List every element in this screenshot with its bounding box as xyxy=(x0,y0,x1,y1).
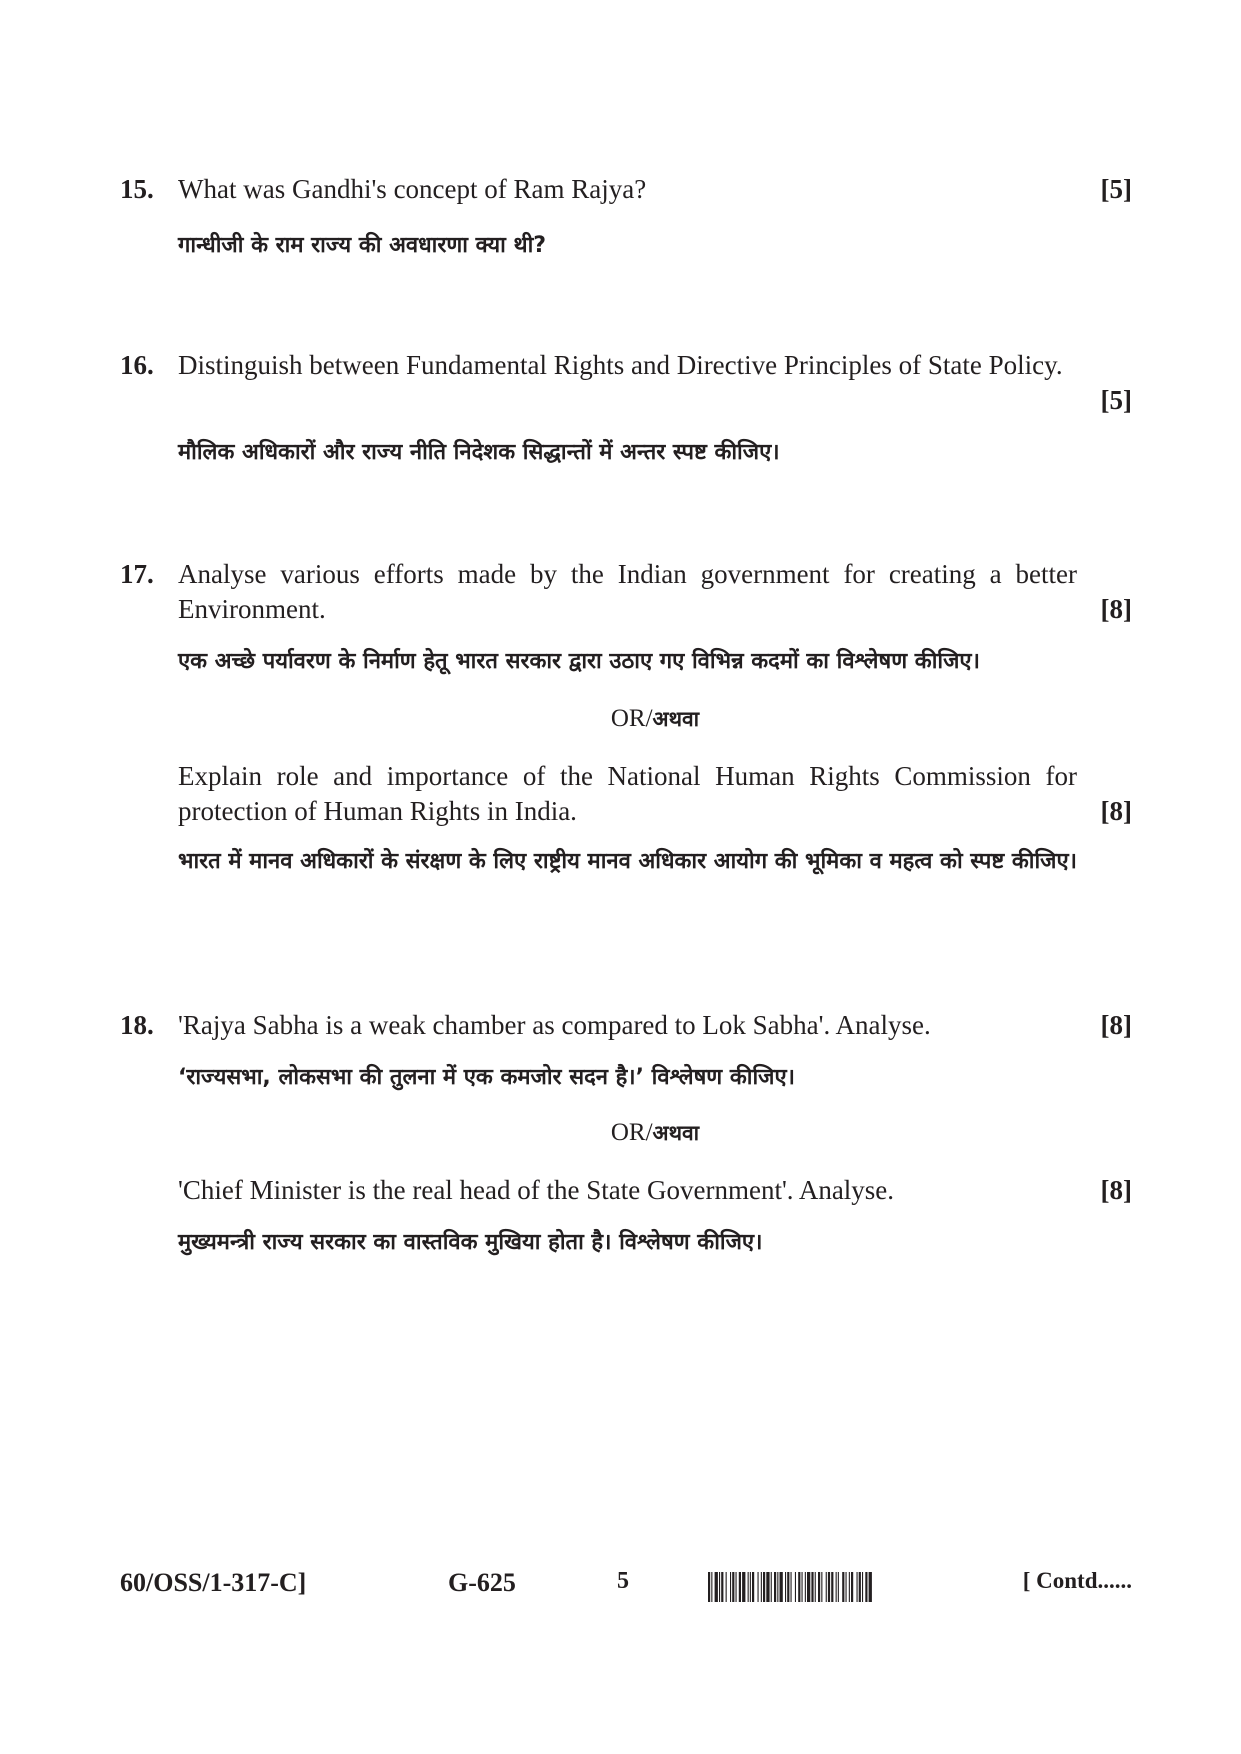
barcode-bar xyxy=(805,1572,806,1602)
barcode-bar xyxy=(802,1572,803,1602)
question-15 xyxy=(120,172,1132,265)
barcode-bar xyxy=(739,1572,741,1602)
marks-label: [8] xyxy=(1100,1010,1132,1040)
page-footer xyxy=(120,1568,1132,1608)
question-18-alt-hindi: मुख्यमन्त्री राज्य सरकार का वास्तविक मुखिया होता है। विश्लेषण कीजिए। xyxy=(178,1230,763,1255)
question-number: 17. xyxy=(120,559,154,589)
question-16-english xyxy=(120,348,1132,418)
question-15-english xyxy=(120,172,1132,207)
question-17-alt-english xyxy=(178,759,1132,829)
question-text: 'Rajya Sabha is a weak chamber as compared to Lok Sabha'. Analyse. xyxy=(178,1010,931,1040)
barcode-bar xyxy=(715,1572,718,1602)
barcode-bar xyxy=(857,1572,858,1602)
paper-code: 60/OSS/1-317-C] xyxy=(120,1568,307,1597)
marks-label: [8] xyxy=(1100,1175,1132,1205)
question-15-hindi: गान्धीजी के राम राज्य की अवधारणा क्या थी? xyxy=(178,233,547,258)
barcode-bar xyxy=(821,1572,822,1602)
or-label-hindi: अथवा xyxy=(652,707,700,731)
question-number: 15. xyxy=(120,174,154,204)
question-text: Distinguish between Fundamental Rights and Directive Principles of State Policy. xyxy=(178,350,1063,380)
or-label: OR/ xyxy=(610,1119,653,1146)
barcode-bar xyxy=(865,1572,867,1602)
barcode-bar xyxy=(721,1572,723,1602)
barcode-bar xyxy=(836,1572,837,1602)
barcode-bar xyxy=(842,1572,844,1602)
question-17-hindi: एक अच्छे पर्यावरण के निर्माण हेतू भारत सरकार द्वारा उठाए गए विभिन्न कदमों का विश्लेषण कीजिए। xyxy=(178,649,980,674)
continued-label: [ Contd...... xyxy=(1022,1568,1132,1593)
barcode-bar xyxy=(761,1572,762,1602)
or-separator xyxy=(178,1119,1132,1147)
barcode-bar xyxy=(748,1572,749,1602)
marks-label: [8] xyxy=(1100,796,1132,826)
barcode-bar xyxy=(750,1572,751,1602)
barcode-bar xyxy=(862,1572,863,1602)
question-17-alternative xyxy=(178,759,1132,881)
barcode-bar xyxy=(752,1572,754,1602)
barcode-bar xyxy=(787,1572,789,1602)
barcode-bar xyxy=(807,1572,810,1602)
barcode-bar xyxy=(758,1572,759,1602)
barcode-bar xyxy=(774,1572,776,1602)
question-18-hindi: ‘राज्यसभा, लोकसभा की तुलना में एक कमजोर सदन है।’ विश्लेषण कीजिए। xyxy=(178,1065,795,1090)
barcode-bar xyxy=(815,1572,816,1602)
barcode-bar xyxy=(780,1572,783,1602)
barcode-bar xyxy=(795,1572,796,1602)
or-label: OR/ xyxy=(610,705,653,732)
question-17-alt-hindi: भारत में मानव अधिकारों के संरक्षण के लिए राष्ट्रीय मानव अधिकार आयोग की भूमिका व महत्व को स्पष्ट कीजिए। xyxy=(178,849,1077,874)
barcode-bar xyxy=(730,1572,731,1602)
question-text: 'Chief Minister is the real head of the State Government'. Analyse. xyxy=(178,1175,895,1205)
question-text: What was Gandhi's concept of Ram Rajya? xyxy=(178,174,647,204)
barcode-bar xyxy=(828,1572,830,1602)
or-label-hindi: अथवा xyxy=(652,1121,700,1145)
question-18-english xyxy=(120,1008,1132,1043)
barcode-bar xyxy=(708,1572,710,1602)
barcode-bar xyxy=(742,1572,745,1602)
barcode-bar xyxy=(838,1572,839,1602)
question-text: Analyse various efforts made by the Indian government for creating a better Environment. xyxy=(178,559,1077,624)
barcode-bar xyxy=(846,1572,847,1602)
question-number: 16. xyxy=(120,350,154,380)
question-16-hindi: मौलिक अधिकारों और राज्य नीति निदेशक सिद्धान्तों में अन्तर स्पष्ट कीजिए। xyxy=(178,440,780,465)
marks-label: [5] xyxy=(1100,174,1132,204)
barcode-bar xyxy=(851,1572,853,1602)
barcode-bar xyxy=(785,1572,786,1602)
question-16 xyxy=(120,348,1132,472)
question-18-alternative xyxy=(178,1173,1132,1262)
barcode-bar xyxy=(831,1572,833,1602)
barcode-bar xyxy=(726,1572,727,1602)
question-17 xyxy=(120,557,1132,881)
barcode-bar xyxy=(763,1572,765,1602)
barcode-bar xyxy=(811,1572,813,1602)
question-17-english xyxy=(120,557,1132,627)
barcode xyxy=(708,1572,980,1602)
barcode-bar xyxy=(818,1572,820,1602)
barcode-bar xyxy=(719,1572,720,1602)
marks-label: [5] xyxy=(1100,385,1132,415)
marks-label: [8] xyxy=(1100,594,1132,624)
barcode-bar xyxy=(711,1572,712,1602)
series-code: G-625 xyxy=(448,1568,516,1597)
barcode-bar xyxy=(859,1572,861,1602)
barcode-bar xyxy=(869,1572,872,1602)
barcode-bar xyxy=(777,1572,778,1602)
barcode-bar xyxy=(791,1572,792,1602)
barcode-bar xyxy=(798,1572,800,1602)
barcode-bar xyxy=(826,1572,827,1602)
question-text: Explain role and importance of the National Human Rights Commission for protection of Human Rights in India. xyxy=(178,761,1077,826)
question-18-alt-english xyxy=(178,1173,1132,1208)
barcode-bar xyxy=(766,1572,769,1602)
barcode-bar xyxy=(849,1572,850,1602)
barcode-bar xyxy=(732,1572,734,1602)
barcode-bar xyxy=(736,1572,737,1602)
or-separator xyxy=(178,705,1132,733)
question-number: 18. xyxy=(120,1010,154,1040)
question-18 xyxy=(120,1008,1132,1262)
page-number: 5 xyxy=(617,1568,629,1594)
barcode-bar xyxy=(771,1572,772,1602)
